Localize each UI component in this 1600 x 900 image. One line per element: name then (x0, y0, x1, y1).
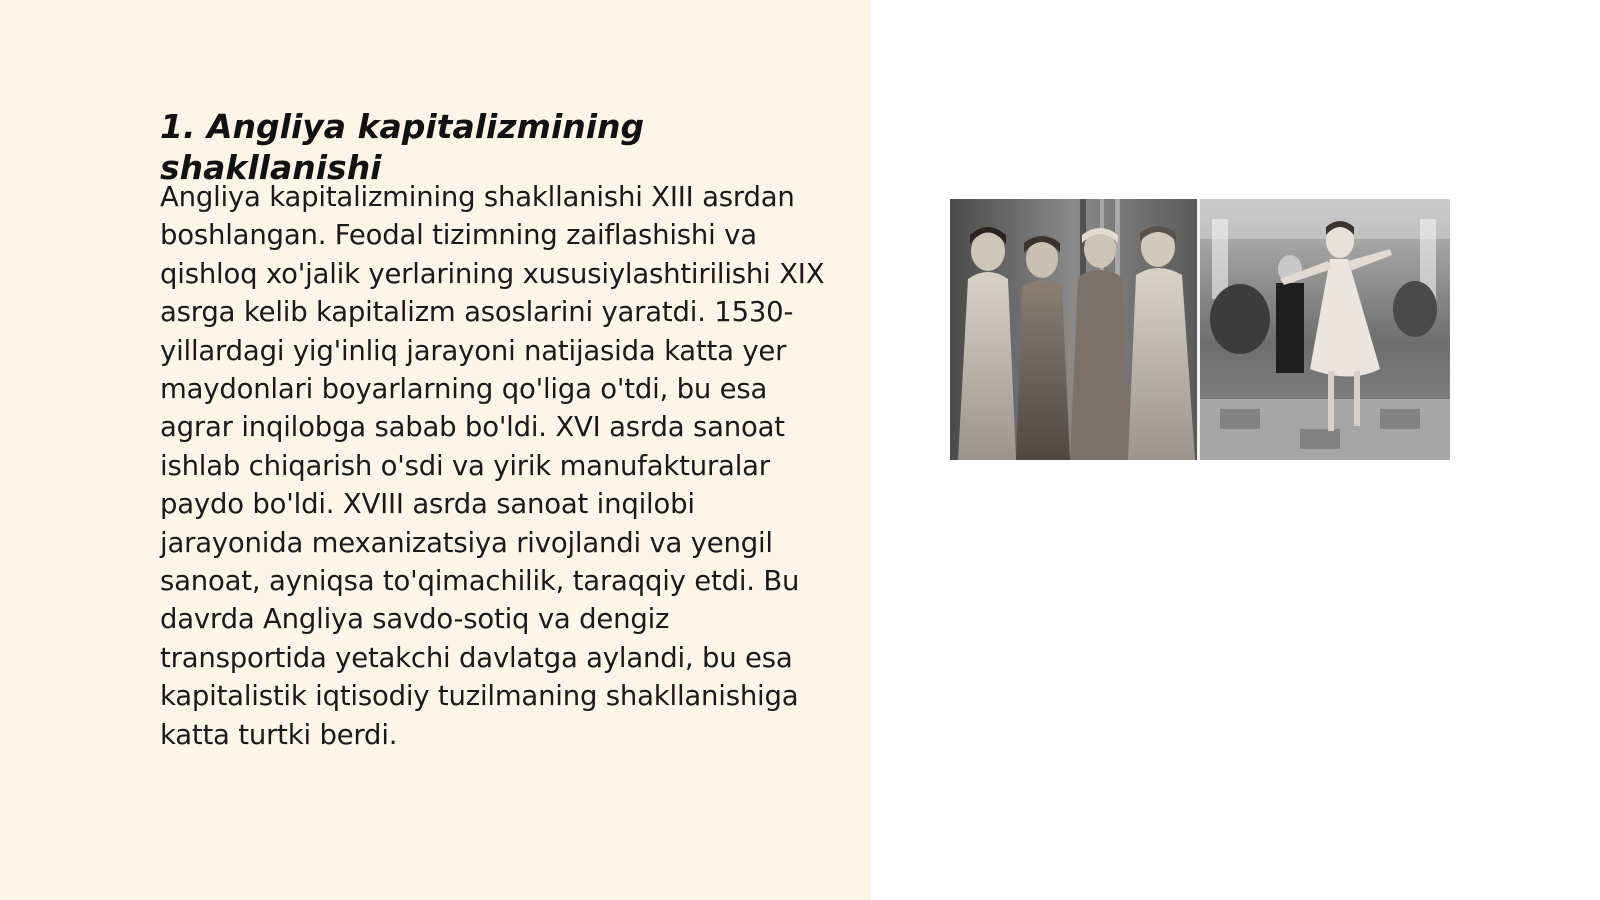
slide-title: 1. Angliya kapitalizmining shakllanishi (160, 107, 645, 187)
flapper-dancers-photo (950, 199, 1450, 460)
slide-content (160, 106, 840, 754)
slide-body-text: Angliya kapitalizmining shakllanishi XIII asrdan boshlangan. Feodal tizimning zaiflashishi va qishloq xo'jalik yerlarining xususiylashtirilishi XIX asrga kelib kapitalizm asoslarini yaratdi. 1530-yillardagi yig'inliq jarayoni natijasida katta yer maydonlari boyarlarning qo'liga o'tdi, bu esa agrar inqilobga sabab bo'ldi. XVI asrda sanoat ishlab chiqarish o'sdi va yirik manufakturalar paydo bo'ldi. XVIII asrda sanoat inqilobi jarayonida mexanizatsiya rivojlandi va yengil sanoat, ayniqsa to'qimachilik, taraqqiy etdi. Bu davrda Angliya savdo-sotiq va dengiz transportida yetakchi davlatga aylandi, bu esa kapitalistik iqtisodiy tuzilmaning shakllanishiga katta turtki berdi. (160, 181, 825, 751)
